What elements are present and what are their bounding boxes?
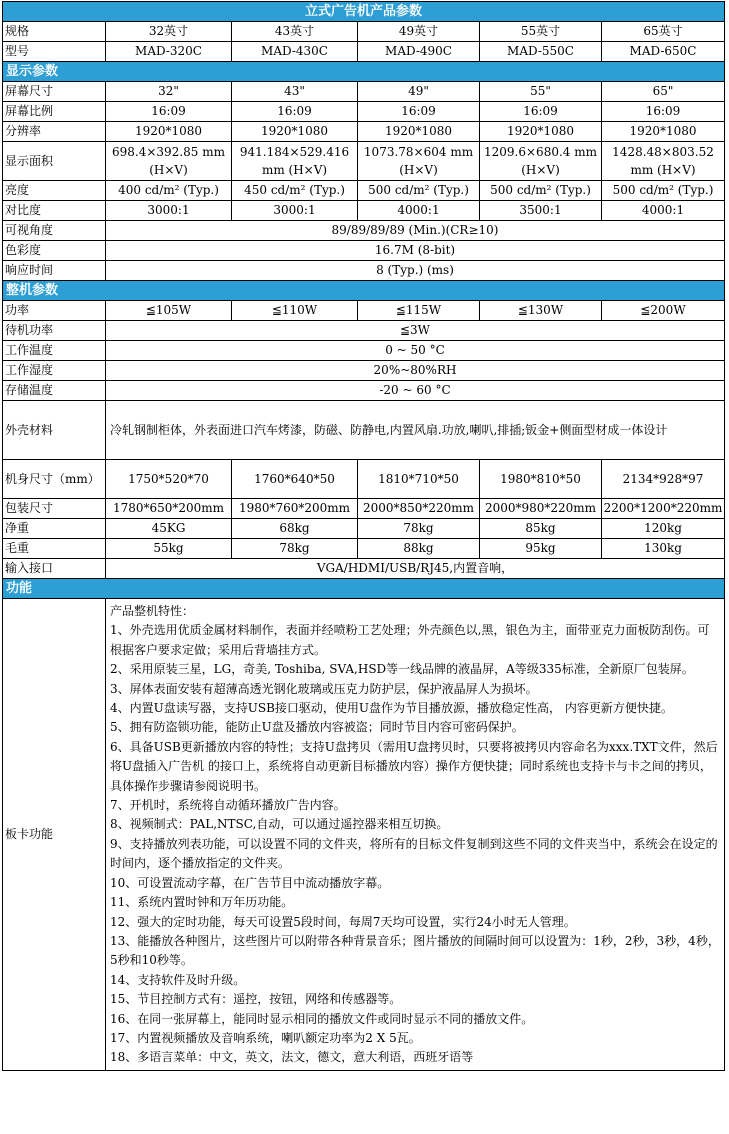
table-cell: 49" — [358, 82, 480, 102]
spec-row — [3, 499, 725, 519]
spec-row-shell — [3, 401, 725, 460]
row-label: 输入接口 — [3, 559, 106, 579]
table-cell: 1780*650*200mm — [106, 499, 232, 519]
spec-row — [3, 241, 725, 261]
row-label: 毛重 — [3, 539, 106, 559]
table-cell: 4000:1 — [358, 201, 480, 221]
spec-row — [3, 361, 725, 381]
feature-line: 12、强大的定时功能，每天可设置5段时间，每周7天均可设置，实行24小时无人管理。 — [110, 914, 576, 929]
feature-line: 7、开机时，系统将自动循环播放广告内容。 — [110, 798, 346, 813]
spec-row — [3, 519, 725, 539]
table-cell: 32英寸 — [106, 22, 232, 42]
table-cell: 450 cd/m² (Typ.) — [232, 181, 358, 201]
table-cell: 4000:1 — [602, 201, 725, 221]
table-cell: 0 ~ 50 °C — [106, 341, 725, 361]
spec-row — [3, 122, 725, 142]
table-cell: 55kg — [106, 539, 232, 559]
section-header-display: 显示参数 — [3, 62, 725, 82]
table-cell: 78kg — [232, 539, 358, 559]
table-cell: ≦105W — [106, 301, 232, 321]
table-cell: 冷轧钢制柜体，外表面进口汽车烤漆，防磁、防静电,内置风扇.功放,喇叭,排插;钣金+侧面型材成一体设计 — [106, 401, 725, 460]
section-header-machine: 整机参数 — [3, 281, 725, 301]
feature-line: 4、内置U盘读写器，支持USB接口驱动，使用U盘作为节目播放源，播放稳定性高， 内容更新方便快捷。 — [110, 701, 673, 716]
row-label: 外壳材料 — [3, 401, 106, 460]
feature-line: 3、屏体表面安装有超薄高透光钢化玻璃或压克力防护层，保护液晶屏人为损坏。 — [110, 681, 538, 696]
row-label: 响应时间 — [3, 261, 106, 281]
table-cell: 1750*520*70 — [106, 460, 232, 499]
spec-row-board — [3, 599, 725, 1071]
table-cell: 20%~80%RH — [106, 361, 725, 381]
table-cell: 16:09 — [106, 102, 232, 122]
table-cell: 3000:1 — [106, 201, 232, 221]
feature-line: 13、能播放各种图片，这些图片可以附带各种背景音乐；图片播放的间隔时间可以设置为：1秒，2秒，3秒，4秒，5秒和10秒等。 — [110, 933, 720, 968]
table-cell: ≦200W — [602, 301, 725, 321]
spec-row — [3, 181, 725, 201]
table-cell: 1760*640*50 — [232, 460, 358, 499]
table-cell: 55英寸 — [480, 22, 602, 42]
table-cell: 500 cd/m² (Typ.) — [358, 181, 480, 201]
feature-line: 17、内置视频播放及音响系统，喇叭额定功率为2 X 5瓦。 — [110, 1030, 421, 1045]
table-cell: 16:09 — [602, 102, 725, 122]
feature-line: 10、可设置流动字幕，在广告节目中流动播放字幕。 — [110, 875, 390, 890]
table-cell: 65" — [602, 82, 725, 102]
spec-row — [3, 381, 725, 401]
table-cell: ≦115W — [358, 301, 480, 321]
row-label: 屏幕尺寸 — [3, 82, 106, 102]
table-cell: 2200*1200*220mm — [602, 499, 725, 519]
table-cell: 16:09 — [232, 102, 358, 122]
table-cell: 1920*1080 — [480, 122, 602, 142]
table-cell: 1810*710*50 — [358, 460, 480, 499]
spec-row-io — [3, 559, 725, 579]
spec-row — [3, 82, 725, 102]
table-cell: -20 ~ 60 °C — [106, 381, 725, 401]
table-cell: 89/89/89/89 (Min.)(CR≥10) — [106, 221, 725, 241]
row-label: 板卡功能 — [3, 599, 106, 1071]
feature-line: 产品整机特性： — [110, 604, 195, 618]
spec-row-power — [3, 301, 725, 321]
row-label: 显示面积 — [3, 142, 106, 181]
table-cell: 1920*1080 — [232, 122, 358, 142]
feature-list — [106, 599, 725, 1071]
table-cell: 500 cd/m² (Typ.) — [602, 181, 725, 201]
table-cell: 2000*850*220mm — [358, 499, 480, 519]
table-cell: ≦110W — [232, 301, 358, 321]
table-cell: 2000*980*220mm — [480, 499, 602, 519]
table-cell: 698.4×392.85 mm (H×V) — [106, 142, 232, 181]
table-cell: 43" — [232, 82, 358, 102]
table-cell: 3000:1 — [232, 201, 358, 221]
table-cell: MAD-430C — [232, 42, 358, 62]
row-label: 规格 — [3, 22, 106, 42]
feature-line: 11、系统内置时钟和万年历功能。 — [110, 895, 294, 910]
table-cell: MAD-490C — [358, 42, 480, 62]
feature-line: 2、采用原装三星，LG，奇美, Toshiba, SVA,HSD等一线品牌的液晶屏，A等级335标准，全新原厂包装屏。 — [110, 662, 694, 677]
table-cell: 16:09 — [358, 102, 480, 122]
table-cell: 95kg — [480, 539, 602, 559]
feature-line: 16、在同一张屏幕上，能同时显示相同的播放文件或同时显示不同的播放文件。 — [110, 1011, 534, 1026]
table-cell: 8 (Typ.) (ms) — [106, 261, 725, 281]
spec-table — [2, 1, 725, 1071]
table-cell: 500 cd/m² (Typ.) — [480, 181, 602, 201]
spec-row-display-area — [3, 142, 725, 181]
table-cell: 1980*760*200mm — [232, 499, 358, 519]
row-label: 净重 — [3, 519, 106, 539]
row-label: 功率 — [3, 301, 106, 321]
table-cell: ≦3W — [106, 321, 725, 341]
table-cell: 88kg — [358, 539, 480, 559]
table-cell: ≦130W — [480, 301, 602, 321]
table-cell: 941.184×529.416 mm (H×V) — [232, 142, 358, 181]
table-cell: 3500:1 — [480, 201, 602, 221]
table-cell: 65英寸 — [602, 22, 725, 42]
row-label: 亮度 — [3, 181, 106, 201]
feature-line: 1、外壳选用优质金属材料制作，表面并经喷粉工艺处理；外壳颜色以,黑，银色为主，面带亚克力面板防刮伤。可根据客户要求定做；采用后背墙挂方式。 — [110, 623, 710, 657]
row-label: 屏幕比例 — [3, 102, 106, 122]
table-cell: 1980*810*50 — [480, 460, 602, 499]
table-cell: 1428.48×803.52 mm (H×V) — [602, 142, 725, 181]
row-label: 包装尺寸 — [3, 499, 106, 519]
spec-row — [3, 321, 725, 341]
table-cell: MAD-320C — [106, 42, 232, 62]
title-row — [3, 2, 725, 22]
table-cell: 2134*928*97 — [602, 460, 725, 499]
table-cell: 85kg — [480, 519, 602, 539]
table-cell: 400 cd/m² (Typ.) — [106, 181, 232, 201]
table-cell: 55" — [480, 82, 602, 102]
table-cell: VGA/HDMI/USB/RJ45,内置音响， — [106, 559, 725, 579]
spec-row — [3, 341, 725, 361]
spec-row — [3, 261, 725, 281]
table-cell: MAD-650C — [602, 42, 725, 62]
table-cell: 45KG — [106, 519, 232, 539]
row-label: 待机功率 — [3, 321, 106, 341]
header-row — [3, 22, 725, 42]
table-cell: 49英寸 — [358, 22, 480, 42]
table-cell: 16.7M (8-bit) — [106, 241, 725, 261]
spec-row — [3, 539, 725, 559]
spec-row — [3, 221, 725, 241]
section-header-function: 功能 — [3, 579, 725, 599]
spec-row — [3, 201, 725, 221]
spec-row — [3, 102, 725, 122]
feature-line: 9、支持播放列表功能，可以设置不同的文件夹，将所有的目标文件复制到这些不同的文件夹当中，系统会在设定的时间内，逐个播放指定的文件夹。 — [110, 836, 718, 871]
row-label: 工作温度 — [3, 341, 106, 361]
feature-line: 8、视频制式：PAL,NTSC,自动，可以通过遥控器来相互切换。 — [110, 817, 449, 832]
header-row — [3, 42, 725, 62]
feature-line: 6、具备USB更新播放内容的特性；支持U盘拷贝（需用U盘拷贝时，只要将被拷贝内容命名为xxx.TXT文件，然后将U盘插入广告机 的接口上，系统将自动更新目标播放内容）操作方便快捷；同时系统也支持卡与卡之间的拷贝，具体操作步骤请参阅说明书。 — [110, 739, 718, 793]
row-label: 存储温度 — [3, 381, 106, 401]
row-label: 分辨率 — [3, 122, 106, 142]
table-cell: MAD-550C — [480, 42, 602, 62]
feature-line: 15、节目控制方式有：遥控，按钮，网络和传感器等。 — [110, 992, 402, 1007]
table-title: 立式广告机产品参数 — [3, 2, 725, 22]
table-cell: 43英寸 — [232, 22, 358, 42]
table-cell: 1209.6×680.4 mm (H×V) — [480, 142, 602, 181]
table-cell: 78kg — [358, 519, 480, 539]
feature-line: 5、拥有防盗锁功能，能防止U盘及播放内容被盗；同时节目内容可密码保护。 — [110, 720, 524, 735]
table-cell: 32" — [106, 82, 232, 102]
row-label: 色彩度 — [3, 241, 106, 261]
row-label: 工作湿度 — [3, 361, 106, 381]
section-row — [3, 62, 725, 82]
spec-row-body-size — [3, 460, 725, 499]
table-cell: 120kg — [602, 519, 725, 539]
table-cell: 68kg — [232, 519, 358, 539]
section-row — [3, 579, 725, 599]
row-label: 对比度 — [3, 201, 106, 221]
table-cell: 1073.78×604 mm (H×V) — [358, 142, 480, 181]
row-label: 型号 — [3, 42, 106, 62]
row-label: 可视角度 — [3, 221, 106, 241]
table-cell: 16:09 — [480, 102, 602, 122]
table-cell: 1920*1080 — [602, 122, 725, 142]
table-cell: 130kg — [602, 539, 725, 559]
row-label: 机身尺寸（mm） — [3, 460, 106, 499]
table-cell: 1920*1080 — [106, 122, 232, 142]
feature-line: 14、支持软件及时升级。 — [110, 972, 246, 987]
feature-line: 18、多语言菜单：中文，英文，法文，德文，意大利语，西班牙语等 — [110, 1050, 474, 1065]
table-cell: 1920*1080 — [358, 122, 480, 142]
section-row — [3, 281, 725, 301]
